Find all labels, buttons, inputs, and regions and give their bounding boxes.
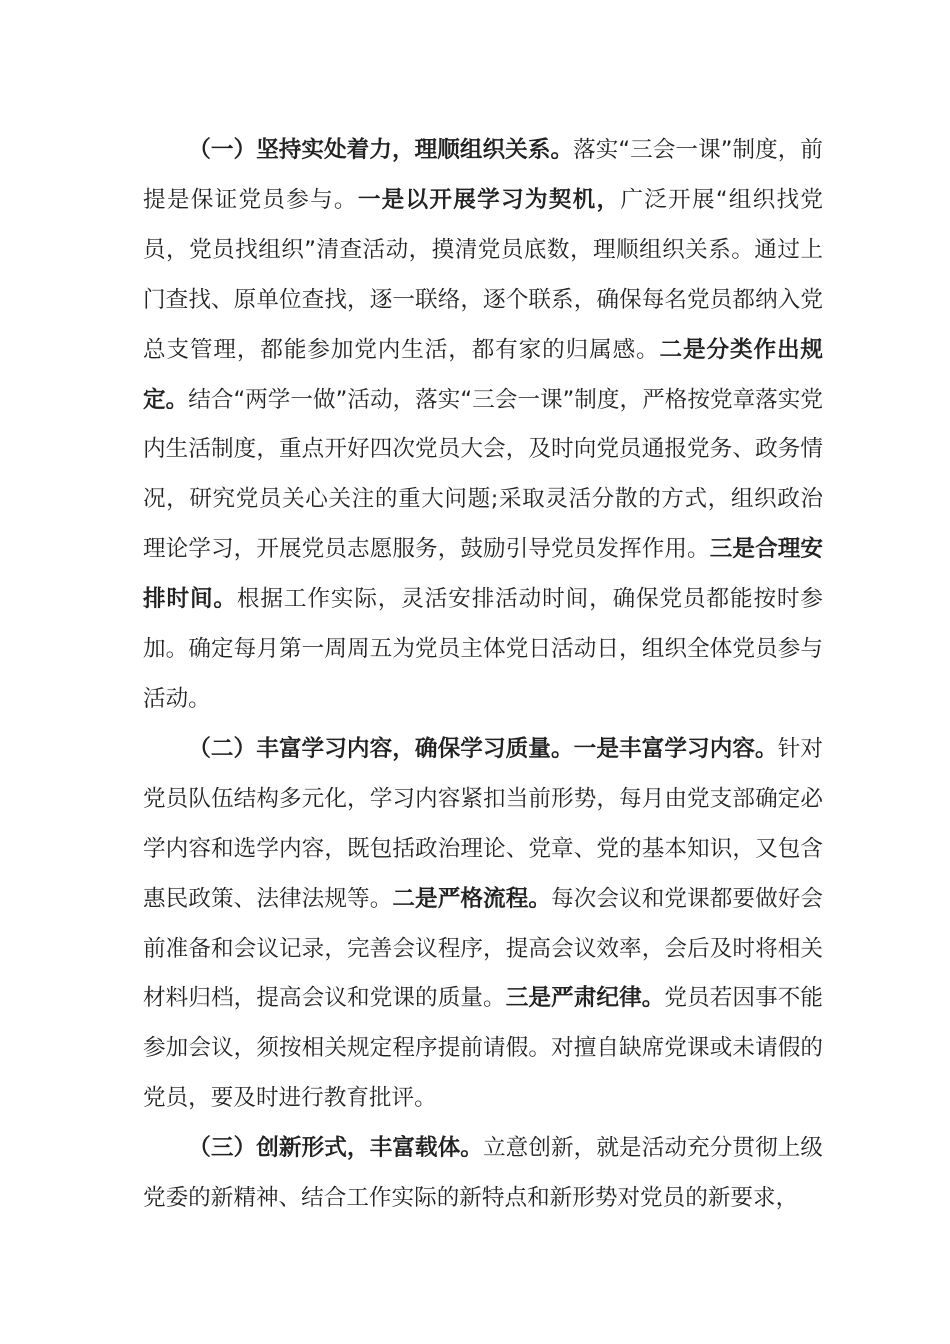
paragraph-text: 广泛开展“组织找党员，党员找组织”清查活动，摸清党员底数，理顺组织关系。通过上门查找、原单位查找，逐一联络，逐个联系，确保每名党员都纳入党总支管理，都能参加党内生活，都有家的归属感。: [143, 186, 824, 363]
paragraph-text: 立意创新，就是活动充分贯彻上级党委的新精神、结合工作实际的新特点和新形势对党员的新要求，: [143, 1135, 824, 1212]
paragraph-text: 党员若因事不能参加会议，须按相关规定程序提前请假。对擅自缺席党课或未请假的党员，要及时进行教育批评。: [143, 985, 824, 1112]
heading-innovation: （三）创新形式，丰富载体。: [188, 1135, 483, 1162]
point-three-heading: 三是合理安排时间。: [143, 536, 824, 613]
point-one-heading: 一是以开展学习为契机，: [357, 186, 621, 213]
paragraph-text: 落实“三会一课”制度，前提是保证党员参与。: [143, 137, 823, 213]
paragraph-3: [143, 1124, 823, 1224]
document-body: [143, 126, 823, 1224]
paragraph-2: [143, 725, 823, 1124]
paragraph-text: 针对党员队伍结构多元化，学习内容紧扣当前形势，每月由党支部确定必学内容和选学内容，既包括政治理论、党章、党的基本知识，又包含惠民政策、法律法规等。: [143, 735, 824, 912]
point-two-heading: 二是分类作出规定。: [143, 336, 824, 413]
paragraph-1: [143, 126, 823, 725]
heading-learning: （二）丰富学习内容，确保学习质量。一是丰富学习内容。: [188, 735, 778, 762]
point-three-heading: 三是严肃纪律。: [505, 985, 665, 1012]
paragraph-text: 每次会议和党课都要做好会前准备和会议记录，完善会议程序，提高会议效率，会后及时将相关材料归档，提高会议和党课的质量。: [143, 885, 824, 1012]
paragraph-text: 结合“两学一做”活动，落实“三会一课”制度，严格按党章落实党内生活制度，重点开好四次党员大会，及时向党员通报党务、政务情况，研究党员关心关注的重大问题;采取灵活分散的方式，组织政治理论学习，开展党员志愿服务，鼓励引导党员发挥作用。: [143, 386, 824, 563]
point-two-heading: 二是严格流程。: [392, 885, 552, 912]
paragraph-text: 根据工作实际，灵活安排活动时间，确保党员都能按时参加。确定每月第一周周五为党员主体党日活动日，组织全体党员参与活动。: [143, 586, 824, 712]
heading-organization: （一）坚持实处着力，理顺组织关系。: [188, 137, 574, 163]
